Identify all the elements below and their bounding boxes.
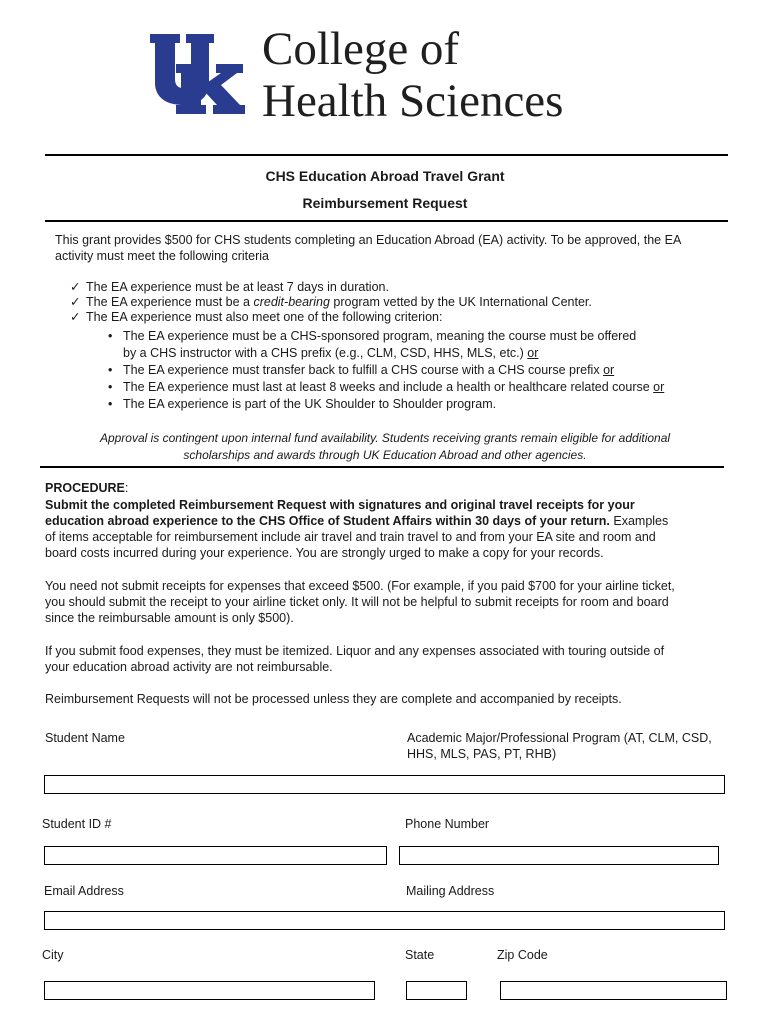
sub-criteria-item: • The EA experience must transfer back to fulfill a CHS course with a CHS course prefix or xyxy=(108,363,615,377)
form-subtitle: Reimbursement Request xyxy=(302,195,468,211)
zip-label: Zip Code xyxy=(497,948,548,962)
criteria-list xyxy=(70,280,592,325)
approval-note-line-2: scholarships and awards through UK Education Abroad and other agencies. xyxy=(183,448,587,462)
procedure-heading-line: PROCEDURE: xyxy=(45,481,129,495)
intro-line-2: activity must meet the following criteria xyxy=(55,249,269,263)
procedure-line-1: Submit the completed Reimbursement Request with signatures and original travel receipts for your xyxy=(45,498,635,512)
major-label-line-2: HHS, MLS, PAS, PT, RHB) xyxy=(407,747,557,761)
student-id-label: Student ID # xyxy=(42,817,112,831)
criteria-item: ✓ The EA experience must be at least 7 days in duration. xyxy=(70,280,389,294)
receipt-note-line-2: you should submit the receipt to your airline ticket only. It will not be helpful to submit receipts for room and board xyxy=(45,595,669,609)
state-field[interactable] xyxy=(406,981,467,1000)
student-name-label: Student Name xyxy=(45,731,125,745)
sub-criteria-item: • The EA experience must last at least 8 weeks and include a health or healthcare related course or xyxy=(108,380,665,394)
procedure-divider xyxy=(40,466,724,468)
uk-logo-icon xyxy=(148,30,246,118)
receipt-note-line-3: since the reimbursable amount is only $500). xyxy=(45,611,294,625)
email-field[interactable] xyxy=(44,911,725,930)
sub-criteria-list xyxy=(108,328,748,413)
title-divider xyxy=(45,220,728,222)
sub-criteria-item: • The EA experience must be a CHS-sponsored program, meaning the course must be offered by a CHS instructor with a CHS prefix (e.g., CLM, CSD, HHS, MLS, etc.) or xyxy=(108,329,637,360)
intro-line-1: This grant provides $500 for CHS students completing an Education Abroad (EA) activity. To be approved, the EA xyxy=(55,233,682,247)
check-icon: ✓ xyxy=(70,295,81,309)
receipt-note-line-1: You need not submit receipts for expenses that exceed $500. (For example, if you paid $700 for your airline ticket, xyxy=(45,579,675,593)
bullet-icon: • xyxy=(108,380,113,394)
food-note-line-2: your education abroad activity are not reimbursable. xyxy=(45,660,333,674)
major-label-line-1: Academic Major/Professional Program (AT, CLM, CSD, xyxy=(407,731,712,745)
procedure-heading: PROCEDURE xyxy=(45,481,125,495)
approval-note-line-1: Approval is contingent upon internal fund availability. Students receiving grants remain eligible for additional xyxy=(99,431,671,445)
phone-field[interactable] xyxy=(399,846,719,865)
procedure-line-2: education abroad experience to the CHS Office of Student Affairs within 30 days of your return. Examples xyxy=(45,514,669,528)
phone-label: Phone Number xyxy=(405,817,490,831)
bullet-icon: • xyxy=(108,329,113,343)
check-icon: ✓ xyxy=(70,280,81,294)
bullet-icon: • xyxy=(108,397,113,411)
procedure-line-3: of items acceptable for reimbursement include air travel and train travel to and from your EA site and room and xyxy=(45,530,656,544)
form-title: CHS Education Abroad Travel Grant xyxy=(265,168,505,184)
city-field[interactable] xyxy=(44,981,375,1000)
criteria-item: ✓ The EA experience must be a credit-bearing program vetted by the UK International Center. xyxy=(70,295,592,309)
student-name-field[interactable] xyxy=(44,775,725,794)
city-label: City xyxy=(42,948,64,962)
check-icon: ✓ xyxy=(70,310,81,324)
logo-line-1: College of xyxy=(262,23,460,75)
food-note-line-1: If you submit food expenses, they must be itemized. Liquor and any expenses associated with touring outside of xyxy=(45,644,665,658)
processing-note: Reimbursement Requests will not be processed unless they are complete and accompanied by receipts. xyxy=(45,692,622,706)
logo-line-2: Health Sciences xyxy=(262,75,564,127)
state-label: State xyxy=(405,948,435,962)
criteria-item: ✓ The EA experience must also meet one of the following criterion: xyxy=(70,310,443,324)
mailing-address-label: Mailing Address xyxy=(406,884,495,898)
student-id-field[interactable] xyxy=(44,846,387,865)
sub-criteria-item: • The EA experience is part of the UK Shoulder to Shoulder program. xyxy=(108,397,497,411)
zip-field[interactable] xyxy=(500,981,727,1000)
bullet-icon: • xyxy=(108,363,113,377)
procedure-line-4: board costs incurred during your experience. You are strongly urged to make a copy for your records. xyxy=(45,546,604,560)
top-divider xyxy=(45,154,728,156)
email-label: Email Address xyxy=(44,884,124,898)
